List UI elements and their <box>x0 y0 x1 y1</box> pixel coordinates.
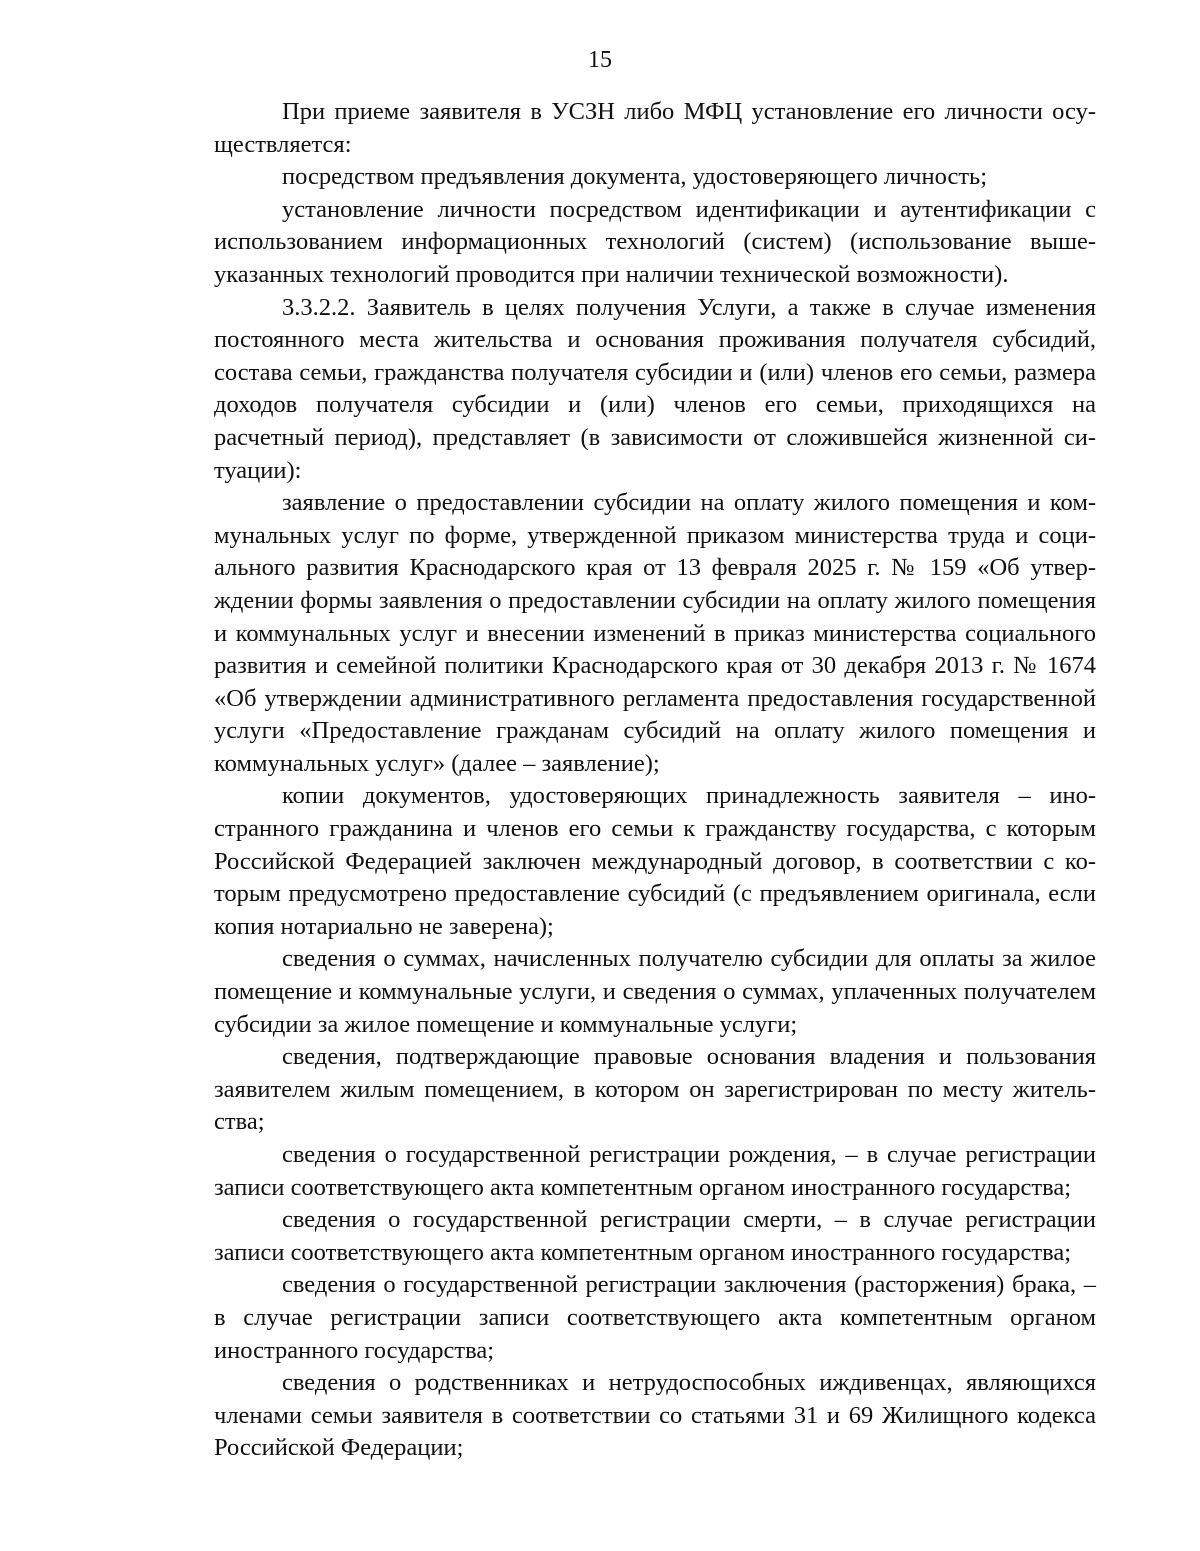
paragraph-identity-it-systems: установление личности посредством идентификации и аутентификации с использованием информационных технологий (систем) (использование вышеуказанных технологий проводится при наличии технической возможности). <box>214 195 1096 288</box>
paragraph-ownership-basis: сведения, подтверждающие правовые основания владения и пользования заявителем жилым помещением, в котором он зарегистрирован по месту жительства; <box>214 1043 1096 1136</box>
paragraph-marriage-registration: сведения о государственной регистрации заключения (расторжения) брака, – в случае регистрации записи соответствующего акта компетентным органом иностранного государства; <box>214 1271 1096 1364</box>
paragraph-payment-amounts: сведения о суммах, начисленных получателю субсидии для оплаты за жилое помещение и коммунальные услуги, и сведения о суммах, уплаченных получателем субсидии за жилое помещение и коммунальные услуги; <box>214 945 1096 1038</box>
paragraph-birth-registration: сведения о государственной регистрации рождения, – в случае регистрации записи соответствующего акта компетентным органом иностранного государства; <box>214 1141 1096 1201</box>
paragraph-identity-document: посредством предъявления документа, удостоверяющего личность; <box>282 163 988 191</box>
paragraph-foreign-citizen-documents: копии документов, удостоверяющих принадлежность заявителя – иностранного гражданина и членов его семьи к гражданству государства, с которым Российской Федерацией заключен международный договор, в соответствии с которым предусмотрено предоставление субсидий (с предъявлением оригинала, если копия нотариально не заверена); <box>214 782 1096 940</box>
paragraph-section-3-3-2-2: 3.3.2.2. Заявитель в целях получения Услуги, а также в случае изменения постоянного места жительства и основания проживания получателя субсидий, состава семьи, гражданства получателя субсидии и (или) членов его семьи, размера доходов получателя субсидии и (или) членов его семьи, приходящихся на расчетный период), представляет (в зависимости от сложившейся жизненной ситуации): <box>214 293 1096 484</box>
page-number: 15 <box>588 47 612 73</box>
document-body <box>214 96 1096 1465</box>
paragraph-relatives-dependents: сведения о родственниках и нетрудоспособных иждивенцах, являющихся членами семьи заявителя в соответствии со статьями 31 и 69 Жилищного кодекса Российской Федерации; <box>214 1369 1096 1462</box>
paragraph-identity-verification: При приеме заявителя в УСЗН либо МФЦ установление его личности осуществляется: <box>214 98 1096 158</box>
paragraph-death-registration: сведения о государственной регистрации смерти, – в случае регистрации записи соответствующего акта компетентным органом иностранного государства; <box>214 1206 1096 1266</box>
paragraph-application: заявление о предоставлении субсидии на оплату жилого помещения и коммунальных услуг по форме, утвержденной приказом министерства труда и социального развития Краснодарского края от 13 февраля 2025 г. № 159 «Об утверждении формы заявления о предоставлении субсидии на оплату жилого помещения и коммунальных услуг и внесении изменений в приказ министерства социального развития и семейной политики Краснодарского края от 30 декабря 2013 г. № 1674 «Об утверждении административного регламента предоставления государственной услуги «Предоставление гражданам субсидий на оплату жилого помещения и коммунальных услуг» (далее – заявление); <box>214 489 1096 777</box>
